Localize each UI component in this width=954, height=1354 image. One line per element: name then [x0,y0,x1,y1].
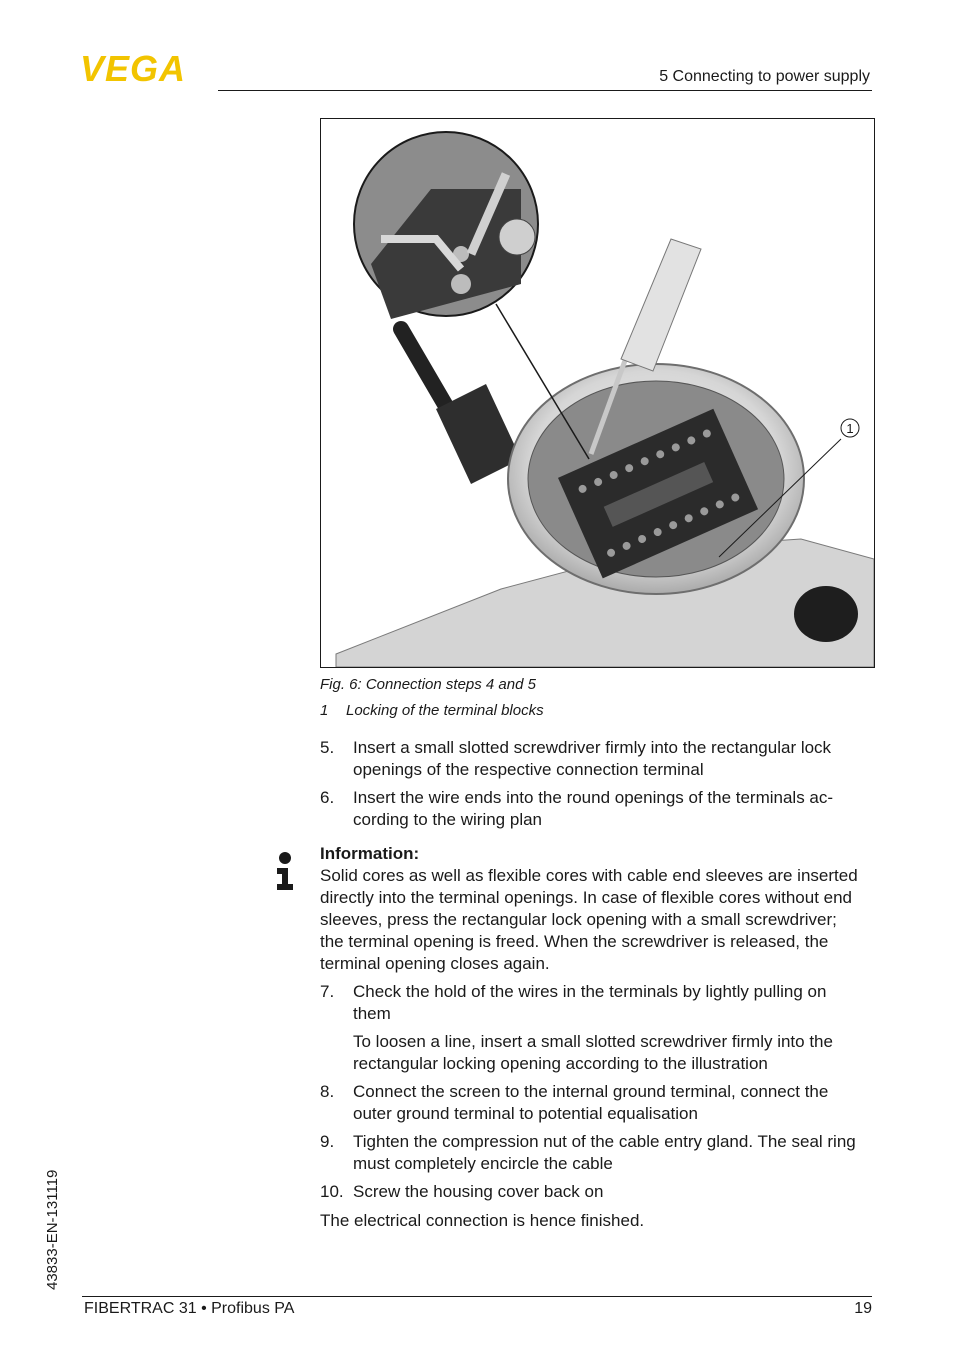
step-number: 8. [320,1082,335,1101]
step-number: 10. [320,1182,344,1201]
step-text: Insert a small slotted screwdriver firmly into the rectangular lock openings of the respective connection terminal [353,738,832,779]
legend-text: Locking of the terminal blocks [346,702,544,719]
step-8 [320,1081,865,1125]
info-title: Information: [320,844,420,863]
step-9 [320,1131,865,1175]
step-10 [320,1181,865,1203]
footer-divider [82,1296,872,1297]
step-number: 5. [320,738,335,757]
step-text: Check the hold of the wires in the terminals by lightly pulling on them [353,982,827,1023]
section-title: 5 Connecting to power supply [659,68,870,85]
figure-legend [320,702,544,719]
step-number: 9. [320,1132,335,1151]
vega-logo [80,52,212,84]
step-text: Insert the wire ends into the round openings of the terminals ac-cording to the wiring plan [353,788,834,829]
legend-number: 1 [320,702,329,719]
info-icon [275,851,295,891]
document-code: 43833-EN-131119 [44,1169,61,1290]
step-5 [320,737,865,781]
step-7 [320,981,865,1075]
step-text: Screw the housing cover back on [353,1182,604,1201]
step-text: Tighten the compression nut of the cable entry gland. The seal ring must completely encircle the cable [353,1132,856,1173]
info-text: Solid cores as well as flexible cores with cable end sleeves are inserted directly into the terminal openings. In case of flexible cores without end sleeves, press the rectangular lock opening with a small screwdriver; the terminal opening is freed. When the screwdriver is released, the terminal opening closes again. [320,866,858,973]
connection-figure [320,118,875,668]
info-block [320,843,865,975]
step-text: Connect the screen to the internal ground terminal, connect the outer ground terminal to potential equalisation [353,1082,829,1123]
step-number: 6. [320,788,335,807]
page-number: 19 [854,1300,872,1317]
callout-marker: 1 [846,421,854,436]
header-divider [218,90,872,91]
figure-caption: Fig. 6: Connection steps 4 and 5 [320,676,536,693]
conclusion-text: The electrical connection is hence finished. [320,1211,645,1230]
step-note: To loosen a line, insert a small slotted screwdriver firmly into the rectangular locking opening according to the illustration [353,1032,833,1073]
logo-text: VEGA [80,52,187,84]
step-number: 7. [320,982,335,1001]
terminal-illustration [321,119,874,667]
footer-product: FIBERTRAC 31 • Profibus PA [84,1300,295,1317]
step-6 [320,787,865,831]
